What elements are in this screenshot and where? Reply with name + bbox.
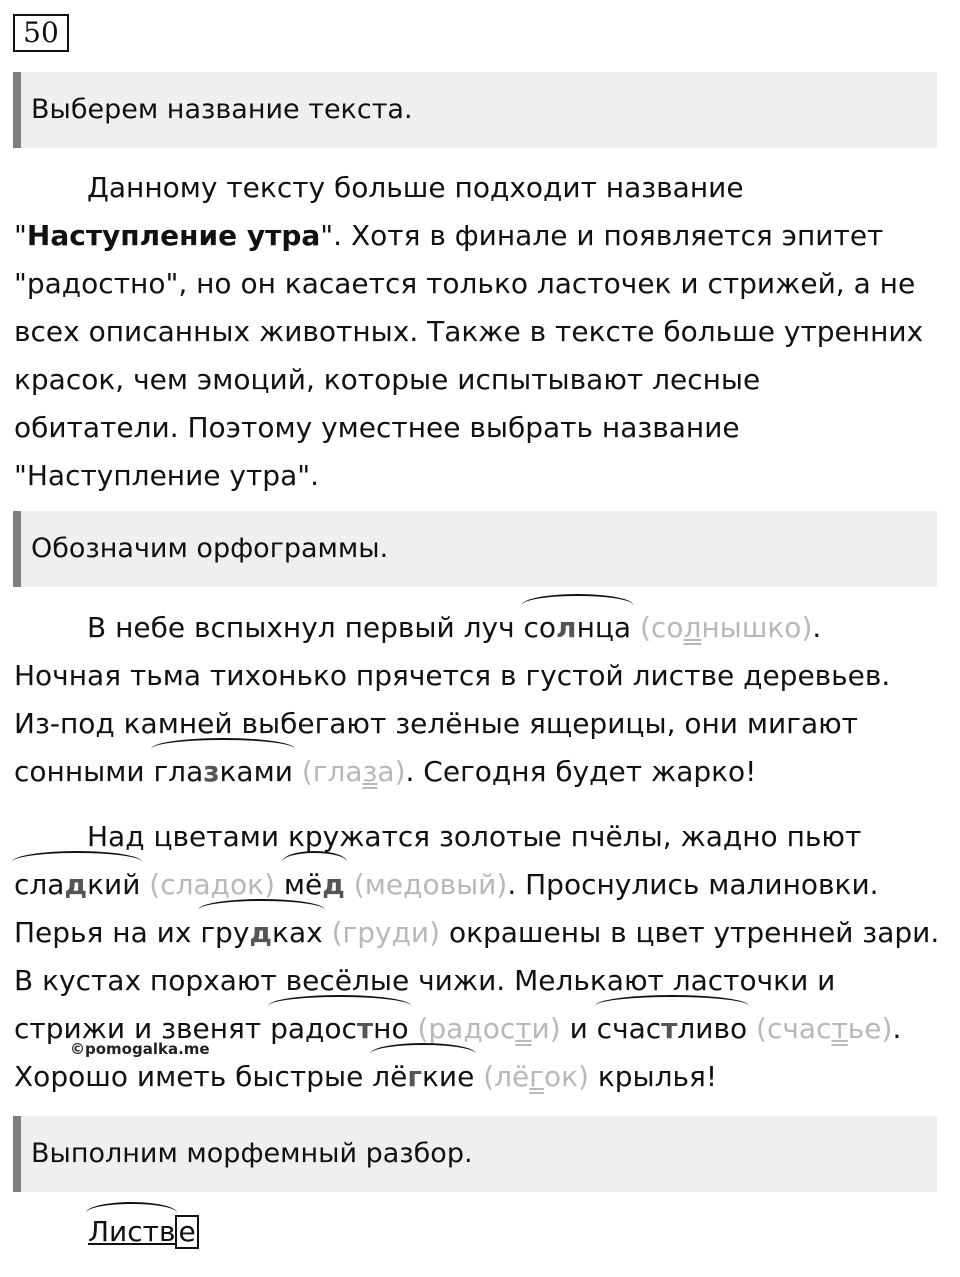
- root-word: счастливо: [597, 1005, 747, 1053]
- check-word: (счастье): [756, 1012, 893, 1045]
- section-header-morpheme: Выполним морфемный разбор.: [13, 1116, 937, 1192]
- root-word: мёд: [284, 861, 345, 909]
- proposed-title: Наступление утра: [26, 219, 321, 252]
- watermark: ©pomogalka.me: [70, 1040, 210, 1058]
- check-word: (радости): [417, 1012, 561, 1045]
- morpheme-ending: е: [175, 1215, 198, 1249]
- exercise-number: 50: [13, 14, 69, 52]
- spelling-paragraph-1: В небе вспыхнул первый луч солнца (солнышко). Ночная тьма тихонько прячется в густой листве деревьев. Из-под камней выбегают зелёные ящерицы, они мигают сонными глазками (глаза). Сегодня будет жарко!: [14, 604, 949, 796]
- spelling-paragraph-2: Над цветами кружатся золотые пчёлы, жадно пьют сладкий (сладок) мёд (медовый). Проснулись малиновки. Перья на их грудках (груди) окрашены в цвет утренней зари. В кустах порхают весёлые чижи. Мелькают ласточки и стрижи и звенят радостно (радости) и счастливо (счастье). Хорошо иметь быстрые лёгкие (лёгок) крылья!: [14, 813, 949, 1101]
- check-word: (сладок): [149, 868, 275, 901]
- root-word: солнца: [524, 604, 632, 652]
- root-word: грудках: [200, 909, 322, 957]
- section-header-title: Выберем название текста.: [13, 72, 937, 148]
- section-header-spelling: Обозначим орфограммы.: [13, 511, 937, 587]
- title-paragraph: Данному тексту больше подходит название "Наступление утра". Хотя в финале и появляется эпитет "радостно", но он касается только ласточек и стрижей, а не всех описанных животных. Также в тексте больше утренних красок, чем эмоций, которые испытывают лесные обитатели. Поэтому уместнее выбрать название "Наступление утра".: [14, 171, 924, 492]
- root-word: сладкий: [14, 861, 140, 909]
- morpheme-word: [88, 1208, 199, 1256]
- morpheme-root: Листв: [88, 1208, 175, 1256]
- root-word: глазками: [153, 748, 292, 796]
- check-word: (солнышко): [640, 611, 813, 644]
- check-word: (груди): [331, 916, 441, 949]
- check-word: (лёгок): [483, 1060, 589, 1093]
- check-word: (медовый): [353, 868, 508, 901]
- check-word: (глаза): [301, 755, 406, 788]
- root-word: радостно: [270, 1005, 409, 1053]
- root-word: лёгкие: [372, 1053, 474, 1101]
